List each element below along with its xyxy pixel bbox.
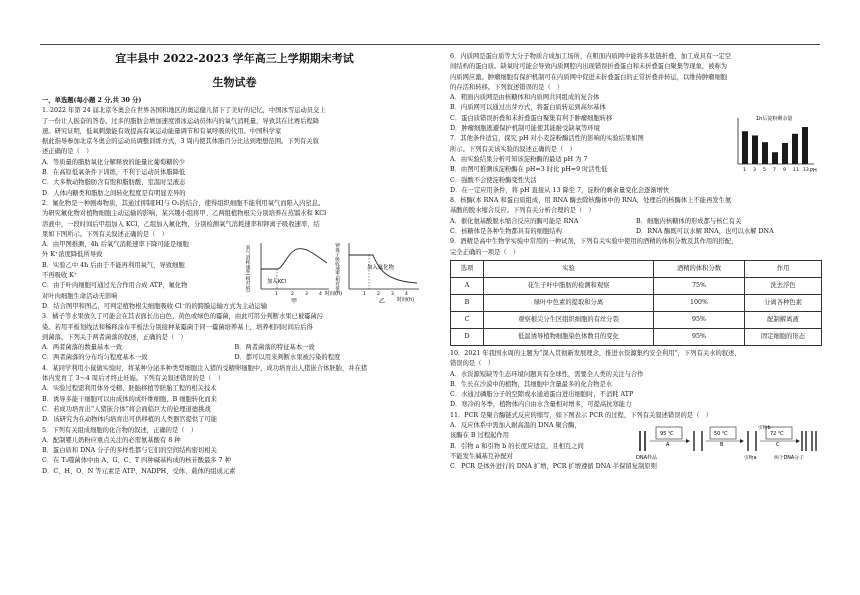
table-cell: 配制解离液 bbox=[745, 311, 822, 328]
q6-option-d: D．肿瘤细胞逃避保护机制可能使其能耐受缺氧等环境 bbox=[450, 125, 600, 133]
q7-option-d: D．在一定应用条件，将 pH 直接从 13 降至 7，淀粉的剩余量变化会逐渐增快 bbox=[450, 186, 670, 194]
q3-option-b: B．两者菌落的特征基本一致 bbox=[234, 344, 315, 352]
section-heading: 一、单选题(每小题 2 分,共 30 分) bbox=[42, 97, 142, 104]
jia-tick: 3 bbox=[305, 291, 308, 297]
yi-tick: 2 bbox=[377, 291, 380, 297]
ph-bar bbox=[772, 153, 778, 165]
q2-stem-line: 2．氟化物是一种剧毒物质，其通过抑制[H]与 O₂的结合，使得组织细胞不能利用氧气而陷入内窒息。 bbox=[42, 199, 325, 207]
q7-option-c: C．强酸不会使淀粉酶变性失活 bbox=[450, 176, 537, 184]
q1-stem-line: 述正确的是（ ） bbox=[42, 148, 93, 156]
q7-stem-line: 所示。下列有关该实验的叙述正确的是（ ） bbox=[450, 145, 576, 153]
table-header: 实验 bbox=[484, 260, 654, 277]
q11-stem-line: 11．PCR 是聚合酶链式反应的缩写，如下图表示 PCR 的过程，下列有关叙述错误的是（ ） bbox=[450, 411, 712, 419]
q5-option-c: C．在 T₂噬菌体中由 A、G、C、T 四种碱基构成的核苷酸最多 7 种 bbox=[42, 457, 231, 465]
q11-option-b: B．引物 a 和引物 b 的长度应适宜，且相互之间 bbox=[450, 442, 584, 450]
q3-option-d: D．都可以用来判断水果被污染的程度 bbox=[234, 354, 341, 362]
table-cell: B bbox=[451, 294, 484, 311]
q4-stem-line: 4．某同学利用小鼠做实验时，将某种分泌多种类型细胞注入猪的受精卵细胞中，成功培育出人猪嵌合体胚胎，并在猪 bbox=[42, 364, 368, 372]
q1-option-a: A．等质量的脂肪氧化分解释放的能量比葡萄糖的少 bbox=[42, 158, 186, 166]
chart-yi bbox=[335, 242, 420, 305]
q5-stem-line: 5．下列有关组成细胞的化合物的叙述，正确的是（ ） bbox=[42, 426, 198, 434]
yi-tick: 4 bbox=[405, 291, 408, 297]
q7-option-a: A．由实验结果分析可知该淀粉酶的最适 pH 为 7 bbox=[450, 155, 588, 163]
q6-option-b: B．内质网可以通过出芽方式，将蛋白质转运到高尔基体 bbox=[450, 104, 606, 112]
q4-option-b: B．诱导多能干细胞可以由成体的成纤维细胞、B 细胞转化而来 bbox=[42, 395, 217, 403]
jia-xlabel: 时间(h) bbox=[325, 290, 343, 297]
q10-stem-line: 错误的是（ ） bbox=[450, 360, 495, 368]
q2-option-a-cont: 外 K⁺浓度降低所导致 bbox=[42, 251, 103, 259]
question-8 bbox=[450, 196, 822, 237]
ph-tick-label: 3 bbox=[753, 168, 756, 174]
q11-option-c: C．PCR 是体外进行的 DNA 扩增，PCR 扩增遵循 DNA 半保留复制原则 bbox=[450, 463, 657, 471]
q8-option-b: B．细胞内核糖体的形成都与核仁有关 bbox=[636, 217, 742, 225]
table-header: 酒精的体积分数 bbox=[654, 260, 745, 277]
table-header: 选项 bbox=[451, 260, 484, 277]
ph-tick-label: 11 bbox=[793, 168, 799, 174]
ph-bar-chart bbox=[730, 112, 822, 176]
q4-stem-line: 体内发育了 3～4 周后才终止妊娠。下列有关叙述错误的是（ ） bbox=[42, 375, 225, 383]
chart-jia bbox=[245, 243, 343, 305]
yi-marker: 加入氟化物 bbox=[367, 264, 394, 271]
table-cell: 95% bbox=[654, 328, 745, 345]
jia-tick: 1 bbox=[275, 291, 278, 297]
q10-option-a: A．水资源短缺等生态环境问题具有全球性，需要全人类的关注与合作 bbox=[450, 370, 644, 378]
q8-option-d: D．RNA 酶既可以水解 RNA，也可以水解 DNA bbox=[636, 228, 774, 236]
step-a: A bbox=[666, 441, 670, 448]
ph-bar bbox=[742, 132, 748, 165]
primer-b-label: 引物b bbox=[758, 425, 771, 431]
table-cell: 洗去浮色 bbox=[745, 277, 822, 294]
q8-stem-line: 8．核酶(本 RNA 和蛋白质组成，用 RNA 酶去除核酶体中的 RNA，处理后的核酶体上不能再发生氨 bbox=[450, 197, 732, 205]
q6-stem-line: 的存活和转移。下列叙述错误的是（ ） bbox=[450, 83, 564, 91]
step-b: B bbox=[720, 441, 724, 448]
temp-50: 50 ℃ bbox=[714, 430, 728, 437]
yi-xlabel: 时间(h) bbox=[397, 296, 415, 303]
q6-stem-line: 内质网应激。肿瘤细胞有保护机制可在内质网中促进未折叠蛋白的正常折叠并转运，以维持肿瘤细胞 bbox=[450, 73, 728, 81]
exam-subtitle: 生物试卷 bbox=[212, 76, 257, 89]
table-cell: C bbox=[451, 311, 484, 328]
jia-tick: 4 bbox=[319, 291, 322, 297]
top-rule bbox=[40, 44, 820, 45]
dna-sample bbox=[636, 431, 657, 461]
ph-bar bbox=[802, 127, 808, 164]
q8-option-c: C．核糖体是各种生物都具有的细胞结构 bbox=[450, 228, 562, 236]
q2-stem-line: 果如下图所示。下列有关叙述正确的是（ ） bbox=[42, 230, 168, 238]
q6-stem-line: 6．内质网是蛋白质等大分子物质合成加工场所，在粗面内质网中能将多肽链折叠、加工成具有一定空 bbox=[450, 53, 732, 60]
q3-option-a: A．两者菌落的数量基本一致 bbox=[42, 344, 123, 352]
temp-95: 95 ℃ bbox=[660, 430, 674, 437]
table-cell: 低温诱导植物细胞染色体数目的变化 bbox=[484, 328, 654, 345]
pcr-diagram bbox=[636, 421, 822, 463]
table-cell: D bbox=[451, 328, 484, 345]
ph-tick-label: 5 bbox=[763, 168, 766, 174]
dna-sample-label: DNA样品 bbox=[636, 454, 658, 461]
table-cell: 绿叶中色素的提取和分离 bbox=[484, 294, 654, 311]
q2-option-a: A．由甲图推测，4h 后氧气消耗速率下降可能是细胞 bbox=[42, 241, 189, 249]
table-cell: 分离各种色素 bbox=[745, 294, 822, 311]
jia-marker: 加入KCl bbox=[267, 278, 287, 285]
ph-bar bbox=[762, 143, 768, 165]
q5-option-a: A．配制婴儿奶粉应重点关注的必需氨基酸有 8 种 bbox=[42, 436, 181, 444]
table-cell: 75% bbox=[654, 277, 745, 294]
q11-option-a-cont: 该酶在 B 过程起作用 bbox=[450, 432, 510, 440]
question-2 bbox=[42, 199, 427, 312]
table-cell: 100% bbox=[654, 294, 745, 311]
q9-stem-line: 9．酒精是高中生物学实验中常用的一种试剂，下列有关实验中使用的酒精的体积分数及其作用的搭配， bbox=[450, 238, 738, 246]
table-cell: 花生子叶中脂肪的检测和观察 bbox=[484, 277, 654, 294]
q11-option-b-cont: 不能发生碱基互补配对 bbox=[450, 452, 513, 460]
q1-stem-line: 了一份让人振奋的答卷。过多的脂肪会增加速度滑冰运动员体内的氧气消耗量，导致其在比赛后程降 bbox=[42, 117, 320, 125]
question-9 bbox=[450, 237, 822, 346]
ph-tick-label: 9 bbox=[783, 168, 786, 174]
q3-stem-line: 3．橘子等水果放久了可能会在其表面长出白色、黄色或绿色的霉菌，由此可用分判断水果已被霉菌污 bbox=[42, 313, 324, 321]
left-column bbox=[42, 52, 427, 477]
q8-stem-line: 基酸的脱水缩合反应。下列有关分析合理的是（ ） bbox=[450, 207, 595, 215]
q2-option-b: B．实验乙中 4h 后由于不能再利用氧气，导致细胞 bbox=[42, 261, 185, 269]
q3-stem-line: 染。若用平板划线法和稀释涂布平板法分别接种某霉菌于同一霉菌培养基上，培养相同时间后后得 bbox=[42, 323, 313, 331]
q4-option-a: A．实验过程需利用体外受精、胚胎移植等胚胎工程的相关技术 bbox=[42, 385, 217, 393]
q4-option-c: C．若成功培育出“人猪嵌合体”将会面临巨大的伦理道德挑战 bbox=[42, 405, 211, 413]
q6-option-a: A．粗面内质网是由核糖体和内质网共同组成的复合体 bbox=[450, 94, 600, 102]
q7-stem-line: 7．其他条件适宜，探究 pH 对小麦淀粉酶活性的影响的实验结果如图 bbox=[450, 135, 644, 143]
ph-tick-label: 13 bbox=[803, 168, 809, 174]
temp-72: 72 ℃ bbox=[770, 430, 784, 437]
q7-option-b: B．由图可推测该淀粉酶在 pH=3 时比 pH=9 时活性低 bbox=[450, 166, 608, 174]
question-11 bbox=[450, 411, 822, 473]
right-column bbox=[450, 52, 822, 473]
ph-tick-label: 7 bbox=[773, 168, 776, 174]
q3-option-c: C．两者菌落的分布均匀程度基本一致 bbox=[42, 354, 148, 362]
q1-option-c: C．大多数动物脂肪含有饱和脂肪酸，室温时呈液态 bbox=[42, 179, 186, 187]
q2-figure bbox=[244, 239, 427, 305]
q6-stem-line: 间结构的蛋白质。缺氧时可能会导致内质网腔内出现错误折叠蛋白和未折叠蛋白聚集等现象，被称为 bbox=[450, 63, 728, 71]
chart-xlabel: PH bbox=[810, 168, 817, 175]
ph-bar bbox=[752, 136, 758, 165]
ph-tick-label: 1 bbox=[743, 168, 746, 174]
q1-stem-line: 据此指导参加北京冬奥会的运动员调整训练方式，3 周内使其体脂百分比达到理想范围。下列有关叙 bbox=[42, 138, 319, 146]
q11-option-a: A．反应体系中需加入耐高温的 DNA 聚合酶， bbox=[450, 422, 581, 430]
exam-title: 宜丰县中 2022-2023 学年高三上学期期末考试 bbox=[115, 52, 354, 65]
jia-ylabel: 氧气消耗速率(相对值) bbox=[244, 244, 250, 292]
jia-name: 甲 bbox=[291, 297, 298, 305]
question-10 bbox=[450, 349, 822, 411]
q3-stem-line: 到菌落。下列关于两者菌落的叙述，正确的是（ ） bbox=[42, 333, 187, 341]
table-cell: 95% bbox=[654, 311, 745, 328]
table-cell: 固定细胞的形态 bbox=[745, 328, 822, 345]
q2-stem-line: 为研究氟化物对植物细胞主动运输的影响，某兴趣小组将甲、乙两组植物根尖分别培养在蒸馏水和 KCl bbox=[42, 210, 327, 218]
q1-stem-line: 1. 2022 年第 24 届北京冬奥会在世界各国和地区的奥运健儿留下了美好的记忆，中国冰雪运动员交上 bbox=[42, 107, 326, 115]
q10-option-d: D．寒冷的冬季，植物体内自由水含量相对增多，可提高抗寒能力 bbox=[450, 401, 632, 409]
question-5 bbox=[42, 426, 427, 477]
q10-option-b: B．生长在沙漠中的植物，其细胞中含量最多的化合物是水 bbox=[450, 380, 613, 388]
yi-ylabel: 钾离子吸收速率(相对值) bbox=[334, 242, 340, 293]
product-label: 两个DNA分子 bbox=[774, 455, 804, 461]
chart-title: 1h后淀粉剩余量 bbox=[756, 116, 793, 123]
table-row bbox=[451, 311, 822, 328]
q1-option-d: D．人体内糖类和脂肪之间转化程度是有明显差异的 bbox=[42, 189, 186, 197]
q4-option-d: D．该研究为在动物体内培育出可供移植的人类器官提供了可能 bbox=[42, 416, 218, 424]
q6-option-c: C．蛋白质错误折叠和未折叠蛋白聚集有利于肿瘤细胞转移 bbox=[450, 114, 613, 122]
q1-stem-line: 速。研究证明，低氧刺激能有效提高有氧运动能量调节和有氧呼吸的代用。中国科学家 bbox=[42, 127, 282, 135]
alcohol-table bbox=[450, 260, 822, 346]
table-header: 作用 bbox=[745, 260, 822, 277]
yi-tick: 3 bbox=[391, 291, 394, 297]
q9-stem-line: 完全正确的一项是（ ） bbox=[450, 248, 520, 256]
table-cell: 观察根尖分生区组织细胞的有丝分裂 bbox=[484, 311, 654, 328]
q5-option-b: B．蛋白质和 DNA 分子的多样性都与它们的空间结构密切相关 bbox=[42, 447, 217, 455]
table-row bbox=[451, 328, 822, 345]
ph-bar bbox=[792, 134, 798, 164]
q2-option-c-cont: 对叶肉细胞生命活动无影响 bbox=[42, 292, 118, 300]
jia-tick: 2 bbox=[291, 291, 294, 297]
table-header-row bbox=[451, 260, 822, 277]
q2-stem-line: 溶液中，一段时间后甲组加入 KCl，乙组加入氟化物，分别检测氧气消耗速率和钾离子吸收速率，结 bbox=[42, 220, 320, 228]
q2-option-b-cont: 不再吸收 K⁺ bbox=[42, 272, 78, 280]
question-4 bbox=[42, 364, 427, 426]
table-cell: A bbox=[451, 277, 484, 294]
ph-bar bbox=[782, 143, 788, 164]
table-row bbox=[451, 277, 822, 294]
primer-a-label: 引物a bbox=[744, 455, 757, 461]
q8-option-a: A．催化氨基酸脱水缩合反应的酶可能是 RNA bbox=[450, 217, 579, 225]
table-row bbox=[451, 294, 822, 311]
step-c: C bbox=[776, 441, 780, 448]
yi-tick: 1 bbox=[363, 291, 366, 297]
q2-option-c: C．由于叶肉细胞可通过光合作用合成 ATP，氟化物 bbox=[42, 282, 188, 290]
q1-option-b: B．在高原低氧条件下训练，不利于运动员体脂降低 bbox=[42, 169, 186, 177]
question-1 bbox=[42, 106, 427, 199]
q10-stem-line: 10．2021 年我国水周的主题为“深入贯彻新发展理念，推进水资源集约安全利用”，下列有关水的叙述， bbox=[450, 349, 741, 357]
q5-option-d: D．C、H、O、N 等元素是 ATP、NADPH、受体、载体的组成元素 bbox=[42, 467, 236, 475]
q10-option-c: C．水通过磷脂分子的空隙或水通道蛋白进出细胞时，不消耗 ATP bbox=[450, 391, 634, 399]
question-3 bbox=[42, 312, 427, 363]
yi-name: 乙 bbox=[379, 297, 386, 305]
q2-option-d: D．结合图甲和图乙，可判定植物根尖细胞吸收 Cl⁻的的跨膜运输方式为主动运输 bbox=[42, 302, 268, 310]
